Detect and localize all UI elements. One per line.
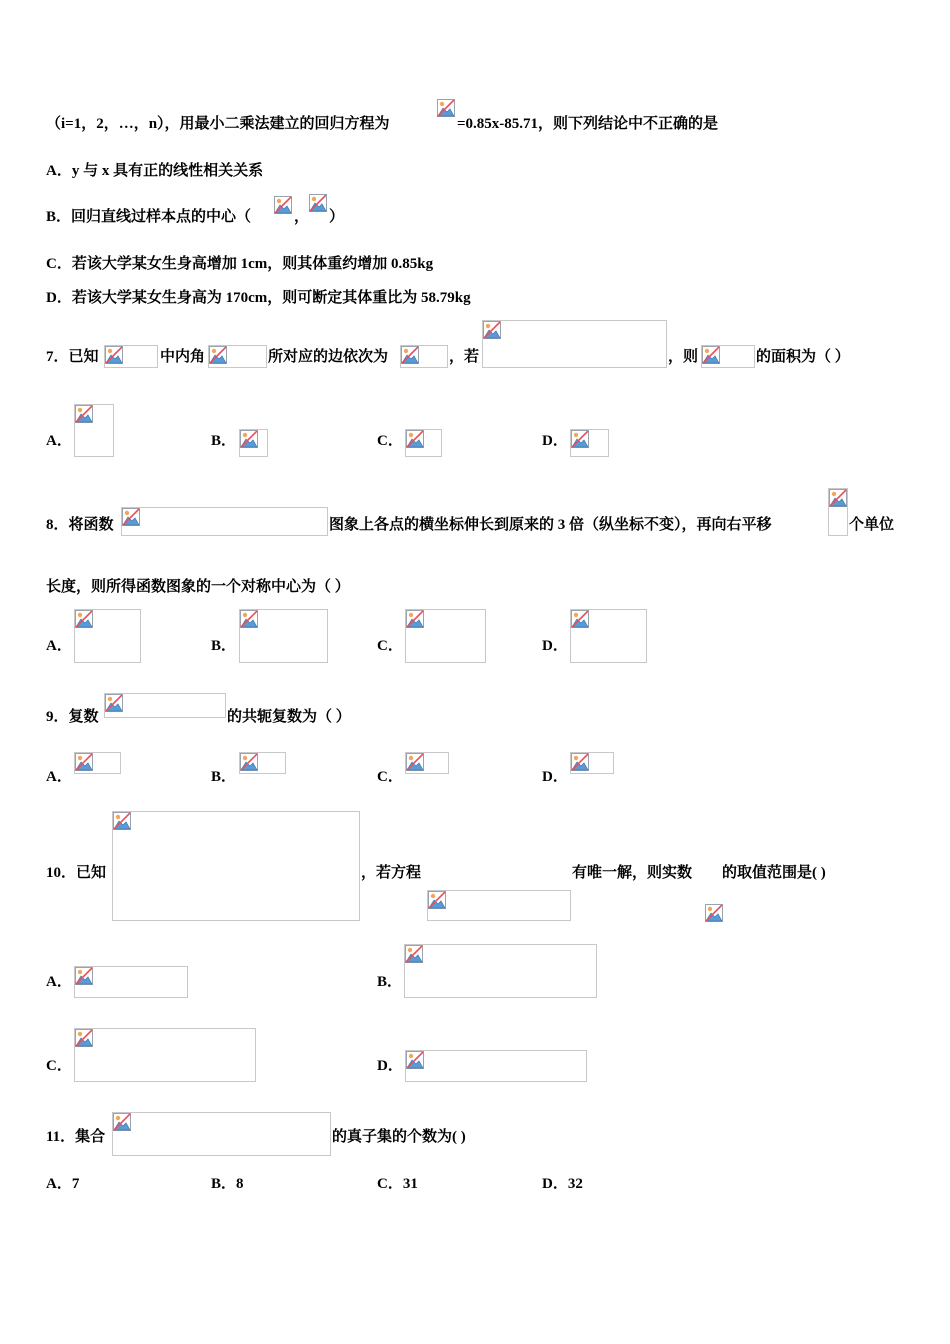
q9-option-c-label: C． (377, 769, 403, 785)
image-placeholder (705, 904, 723, 922)
q7-option-a-image (74, 404, 114, 457)
image-placeholder (437, 99, 457, 119)
q7-option-c-label: C． (377, 433, 403, 449)
broken-image-icon (705, 904, 723, 922)
q9-option-d-image (570, 752, 614, 774)
broken-image-icon (571, 610, 589, 628)
broken-image-icon (75, 1029, 93, 1047)
q8-option-d-label: D． (542, 638, 568, 654)
q10-option-d-label: D． (377, 1058, 403, 1074)
image-placeholder (400, 345, 448, 368)
q8-option-a-image (74, 609, 141, 663)
image-placeholder (427, 890, 571, 921)
q7-stem-part6: 的面积为（ ） (756, 349, 850, 365)
q7-option-a-label: A． (46, 433, 72, 449)
q8-option-b-image (239, 609, 328, 663)
broken-image-icon (75, 753, 93, 771)
broken-image-icon (122, 508, 140, 526)
broken-image-icon (274, 196, 292, 214)
image-placeholder (482, 320, 667, 368)
q9-stem-part2: 的共轭复数为（ ） (227, 709, 351, 725)
q7-option-d-label: D． (542, 433, 568, 449)
broken-image-icon (75, 610, 93, 628)
q9-option-a-label: A． (46, 769, 72, 785)
image-placeholder (104, 345, 158, 368)
broken-image-icon (240, 753, 258, 771)
q11-option-b: B．8 (211, 1176, 244, 1192)
broken-image-icon (437, 99, 455, 117)
broken-image-icon (75, 405, 93, 423)
q8-option-a-label: A． (46, 638, 72, 654)
q8-option-d-image (570, 609, 647, 663)
q6-option-a: A．y 与 x 具有正的线性相关关系 (46, 163, 264, 179)
q7-stem-part3: 所对应的边依次为 (268, 349, 389, 365)
q10-option-a-label: A． (46, 974, 72, 990)
q9-option-b-label: B． (211, 769, 237, 785)
q7-option-d-image (570, 429, 609, 457)
q10-option-b-image (404, 944, 597, 998)
q9-option-a-image (74, 752, 121, 774)
q8-stem-line2: 长度，则所得函数图象的一个对称中心为（ ） (46, 579, 350, 595)
image-placeholder (208, 345, 267, 368)
broken-image-icon (571, 753, 589, 771)
broken-image-icon (702, 346, 720, 364)
q8-stem-part3: 个单位 (849, 517, 895, 533)
q8-stem-part2: 图象上各点的横坐标伸长到原来的 3 倍（纵坐标不变），再向右平移 (329, 517, 772, 533)
broken-image-icon (105, 694, 123, 712)
broken-image-icon (829, 489, 847, 507)
q7-stem-part5: ，则 (668, 349, 699, 365)
q10-option-b-label: B． (377, 974, 403, 990)
q10-stem-part2: ，若方程 (361, 865, 422, 881)
q9-stem-part1: 9．复数 (46, 709, 99, 725)
broken-image-icon (428, 891, 446, 909)
q7-stem-part1: 7．已知 (46, 349, 99, 365)
q10-stem-part4: 的取值范围是( ) (722, 865, 826, 881)
q8-option-c-label: C． (377, 638, 403, 654)
q10-option-a-image (74, 966, 188, 998)
q6-option-d: D．若该大学某女生身高为 170cm，则可断定其体重比为 58.79kg (46, 290, 471, 306)
broken-image-icon (113, 812, 131, 830)
broken-image-icon (75, 967, 93, 985)
broken-image-icon (571, 430, 589, 448)
image-placeholder (274, 196, 294, 216)
broken-image-icon (105, 346, 123, 364)
q7-option-b-image (239, 429, 268, 457)
broken-image-icon (406, 1051, 424, 1069)
image-placeholder (828, 488, 848, 536)
broken-image-icon (405, 945, 423, 963)
image-placeholder (701, 345, 755, 368)
q9-option-b-image (239, 752, 286, 774)
q8-option-b-label: B． (211, 638, 237, 654)
q10-option-c-label: C． (46, 1058, 72, 1074)
q6-option-c: C．若该大学某女生身高增加 1cm，则其体重约增加 0.85kg (46, 256, 434, 272)
image-placeholder (309, 194, 329, 214)
q6-option-b-part1: B．回归直线过样本点的中心（ (46, 209, 252, 225)
q8-stem-part1: 8．将函数 (46, 517, 114, 533)
q6-stem-part1: （i=1，2，…，n），用最小二乘法建立的回归方程为 (46, 116, 390, 132)
q6-option-b-part3: ） (329, 209, 345, 225)
broken-image-icon (406, 753, 424, 771)
q7-stem-part2: 中内角 (160, 349, 206, 365)
q9-option-c-image (405, 752, 449, 774)
broken-image-icon (406, 430, 424, 448)
broken-image-icon (483, 321, 501, 339)
q11-option-a: A．7 (46, 1176, 80, 1192)
q10-option-c-image (74, 1028, 256, 1082)
q7-stem-part4: ，若 (449, 349, 480, 365)
broken-image-icon (240, 610, 258, 628)
q9-option-d-label: D． (542, 769, 568, 785)
q11-stem-part1: 11．集合 (46, 1129, 106, 1145)
q11-option-c: C．31 (377, 1176, 418, 1192)
q6-stem-part2: =0.85x-85.71，则下列结论中不正确的是 (457, 116, 719, 132)
image-placeholder (112, 1112, 331, 1156)
q7-option-b-label: B． (211, 433, 237, 449)
q10-option-d-image (405, 1050, 587, 1082)
q11-option-d: D．32 (542, 1176, 583, 1192)
image-placeholder (121, 507, 328, 536)
q10-stem-part1: 10．已知 (46, 865, 107, 881)
q6-option-b-comma: ， (294, 209, 310, 225)
q7-option-c-image (405, 429, 442, 457)
image-placeholder (104, 693, 226, 718)
broken-image-icon (406, 610, 424, 628)
image-placeholder (112, 811, 360, 921)
broken-image-icon (309, 194, 327, 212)
broken-image-icon (401, 346, 419, 364)
q11-stem-part2: 的真子集的个数为( ) (332, 1129, 466, 1145)
broken-image-icon (113, 1113, 131, 1131)
broken-image-icon (209, 346, 227, 364)
broken-image-icon (240, 430, 258, 448)
q8-option-c-image (405, 609, 486, 663)
q10-stem-part3: 有唯一解，则实数 (572, 865, 693, 881)
